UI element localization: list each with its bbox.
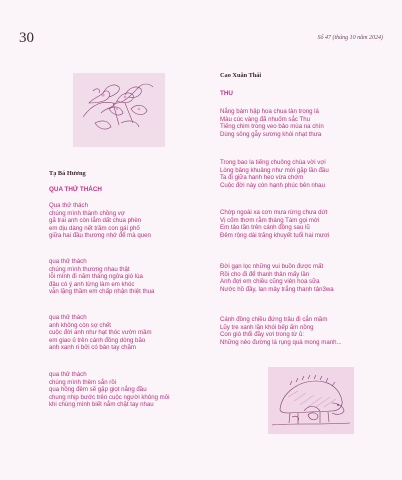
flower-illustration (73, 73, 165, 147)
poem-line: em giao ủ trên cánh đồng dòng bão (49, 336, 146, 344)
poem-line: Màu cúc vàng đã nhuốm sắc Thu (220, 115, 310, 123)
poem-line: qua thử thách (49, 371, 87, 378)
poem-line: anh không còn sợ chết (49, 321, 111, 329)
issue-label: Số 47 (tháng 10 năm 2024) (317, 35, 383, 41)
poem-line: Ta đi giữa hanh heo vừa chớm (220, 174, 304, 182)
poem-line: Nắng bám hập hoa chua tàn trong lá (220, 108, 319, 115)
poem-line: Em tảo tần trên cánh đồng sau lũ (220, 224, 310, 232)
poem-line: Dùng sông gẫy sương khói nhạt thưa (220, 130, 322, 138)
right-stanza-3 (220, 209, 329, 239)
right-stanza-5 (220, 316, 342, 346)
poem-line: gã trai anh còn lắm dất chua phèn (49, 217, 142, 225)
poem-line: chúng mình thêm sắn rồi (49, 378, 117, 386)
poem-line: Đêm rộng dài trăng khuyết tuổi hai mươi (220, 231, 330, 239)
right-stanza-2 (220, 159, 329, 189)
poem-line: Tiếng chim trong veo bảo mùa na chín (220, 123, 324, 131)
poem-line: giữa hai đầu thương nhớ để mà quen (49, 232, 151, 240)
left-poem-author: Tạ Bá Hương (49, 170, 86, 177)
poem-line: chúng mình thành chồng vợ (49, 209, 125, 217)
right-poem-author: Cao Xuân Thái (220, 72, 262, 79)
poem-line: Những nẻo đường lá rụng quá mong manh... (220, 338, 342, 346)
poem-line: Anh đợi em chiều cũng viên hoa sữa (220, 278, 320, 286)
poem-line: Lòng bâng khuâng như mới gặp lần đầu (220, 166, 329, 174)
right-poem-title: THU (220, 90, 233, 97)
poem-line: cuộc đời anh như hạt thóc vườn mầm (49, 329, 152, 337)
left-stanza-1 (49, 202, 151, 240)
poem-line: Đời gạn lọc những vui buồn được mất (220, 263, 324, 270)
poem-line: em dịu dàng nết trầm con gái phố (49, 224, 140, 232)
poem-line: Rồi cho đi để thanh thản mấy lần (220, 270, 310, 278)
boar-illustration (268, 367, 354, 434)
left-stanza-3 (49, 314, 152, 352)
left-poem-title: QUA THỬ THÁCH (49, 186, 102, 193)
page-number: 30 (19, 30, 34, 46)
flower-sketch (73, 73, 165, 147)
poem-line: Vị cốm thơm rằm tháng Tám gọi mời (220, 216, 320, 224)
boar-sketch (268, 367, 354, 434)
poem-line: qua thử thách (49, 258, 87, 265)
right-stanza-1 (220, 108, 324, 138)
poem-line: Cánh đồng chiều đứng trâu đi cắn mầm (220, 316, 328, 323)
left-stanza-4 (49, 371, 170, 409)
poem-line: khi chúng mình biết nắm chặt tay nhau (49, 401, 154, 409)
poem-line: qua thử thách (49, 314, 87, 321)
poem-line: Con gió thổi đầy vơi trong từ ủ: (220, 331, 304, 339)
poem-line: vẫn lặng thầm em chấp nhận thiệt thua (49, 288, 155, 296)
poem-line: Cuộc đời này còn hạnh phúc bên nhau (220, 181, 325, 189)
poem-line: Chớp ngoài xa cơn mưa rừng chưa dứt (220, 209, 328, 216)
poem-line: chúng mình thương nhau thật (49, 265, 130, 273)
poem-line: anh xanh ri bởi có bàn tay chăm (49, 344, 136, 352)
poem-line: đâu có ý anh từng làm em khóc (49, 280, 135, 288)
left-stanza-2 (49, 258, 154, 296)
poem-line: Lũy tre xanh lặn khói bếp ấm nồng (220, 323, 314, 331)
right-stanza-4 (220, 263, 334, 293)
poem-line: Trong bao la tiếng chuông chùa vời vợi (220, 159, 326, 166)
poem-line: Nước hồ đầy, lan mây trắng thanh tân3wa (220, 285, 334, 293)
poem-line: Qua thử thách (49, 202, 88, 209)
poem-line: lỗi mình đi năm tháng ngửa gió lùa (49, 273, 143, 281)
poem-line: chung nhịp bước trên cuộc người không mỏi (49, 393, 170, 401)
poem-line: qua hồng đêm sẽ gặp giọt nắng đầu (49, 386, 147, 394)
